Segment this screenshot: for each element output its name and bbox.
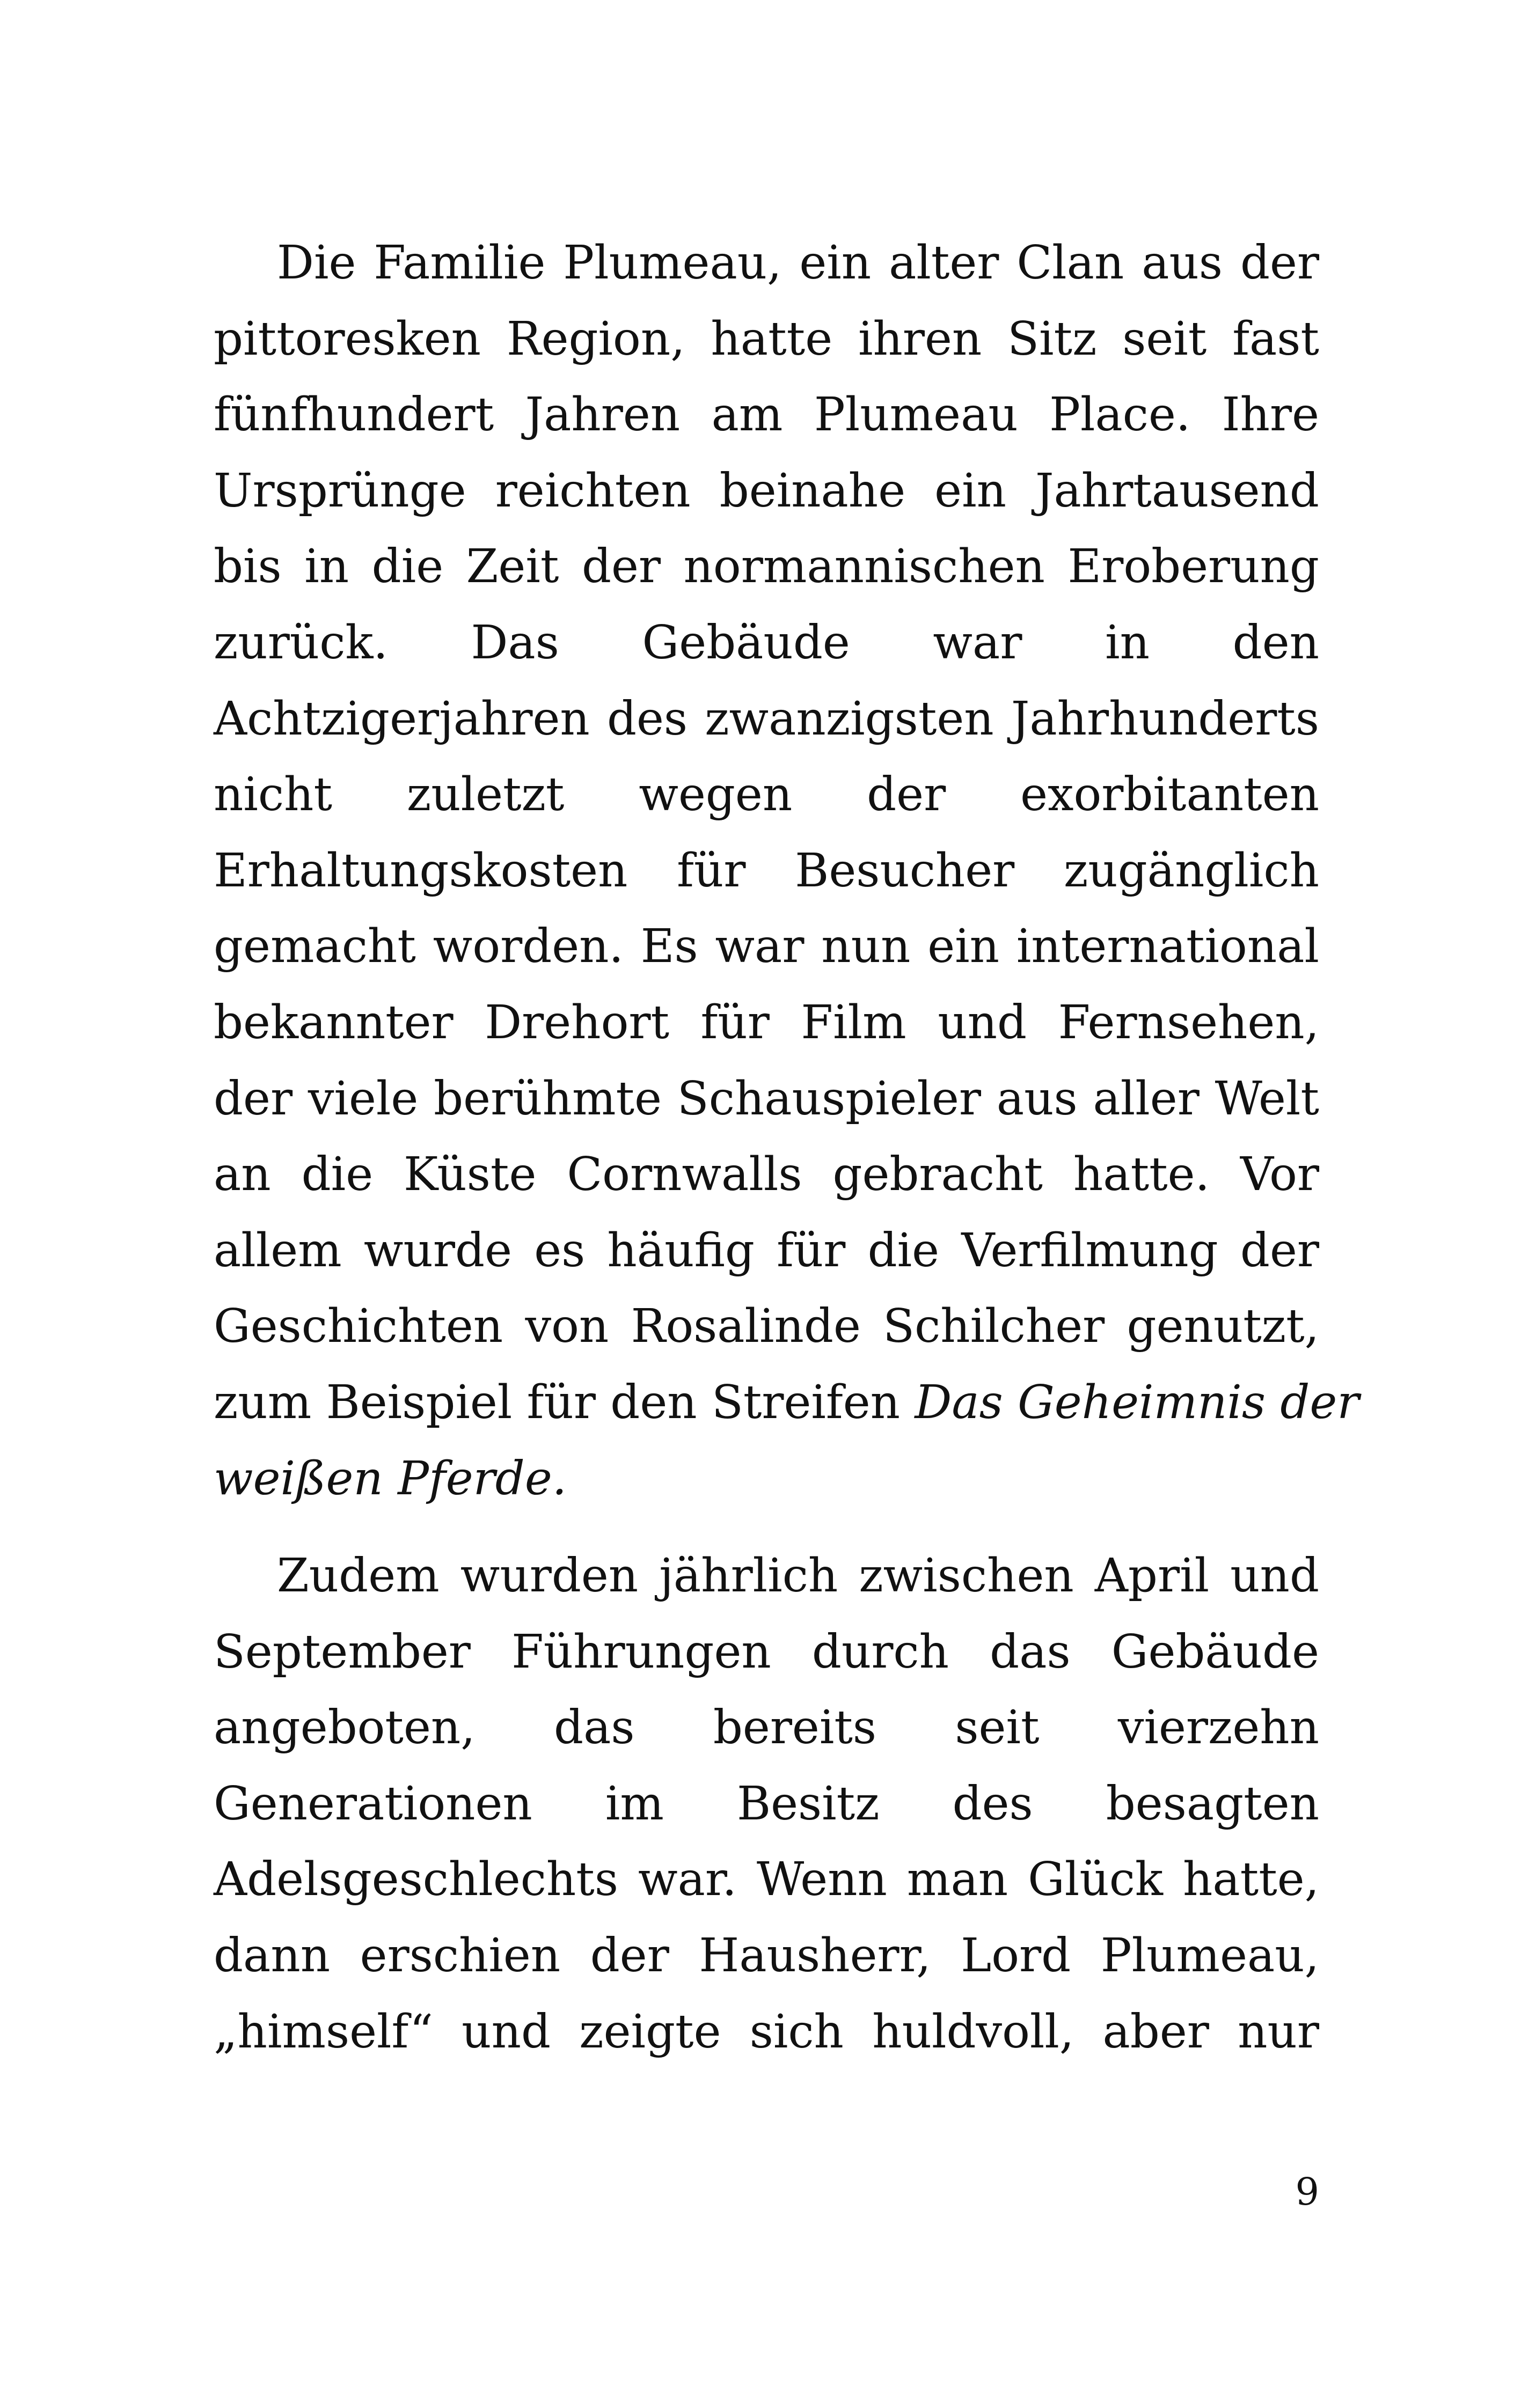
text-line: Geschichten von Rosalinde Schilcher genutzt, [214,1300,1319,1354]
text-line: Achtzigerjahren des zwanzigsten Jahrhunderts [214,692,1319,746]
text-line: pittoresken Region, hatte ihren Sitz seit fast [214,312,1319,366]
paragraph-2 [214,1538,1319,2070]
text-line: dann erschien der Hausherr, Lord Plumeau, [214,1929,1319,1983]
text-line: Die Familie Plumeau, ein alter Clan aus der [277,236,1319,290]
text-line: fünfhundert Jahren am Plumeau Place. Ihre [214,388,1319,442]
book-title-italic-continued: weißen Pferde. [214,1451,567,1506]
text-line: bekannter Drehort für Film und Fernsehen, [214,995,1319,1049]
text-line: angeboten, das bereits seit vierzehn [214,1701,1319,1755]
text-line: an die Küste Cornwalls gebracht hatte. Vor [214,1148,1319,1202]
text-line: Erhaltungskosten für Besucher zugänglich [214,843,1319,898]
text-line: Adelsgeschlechts war. Wenn man Glück hatte, [214,1853,1319,1907]
text-line: September Führungen durch das Gebäude [214,1625,1319,1679]
text-line: gemacht worden. Es war nun ein international [214,920,1319,974]
text-line: zurück. Das Gebäude war in den [214,615,1319,670]
text-line: Ursprünge reichten beinahe ein Jahrtausend [214,464,1319,518]
text-segment: zum Beispiel für den Streifen [214,1375,915,1429]
text-line: „himself“ und zeigte sich huldvoll, aber nur [214,2005,1319,2059]
text-line: nicht zuletzt wegen der exorbitanten [214,768,1319,822]
text-line: bis in die Zeit der normannischen Eroberung [214,540,1319,594]
text-line [214,1365,1359,1441]
book-title-italic: Das Geheimnis der [915,1375,1359,1429]
paragraph-1 [214,225,1359,1517]
text-line: der viele berühmte Schauspieler aus aller Welt [214,1071,1319,1126]
page-number: 9 [1295,2170,1319,2214]
text-line: allem wurde es häufig für die Verfilmung der [214,1223,1319,1278]
body-text [214,225,1359,2070]
text-line: Zudem wurden jährlich zwischen April und [277,1549,1319,1603]
text-line: Generationen im Besitz des besagten [214,1776,1319,1831]
